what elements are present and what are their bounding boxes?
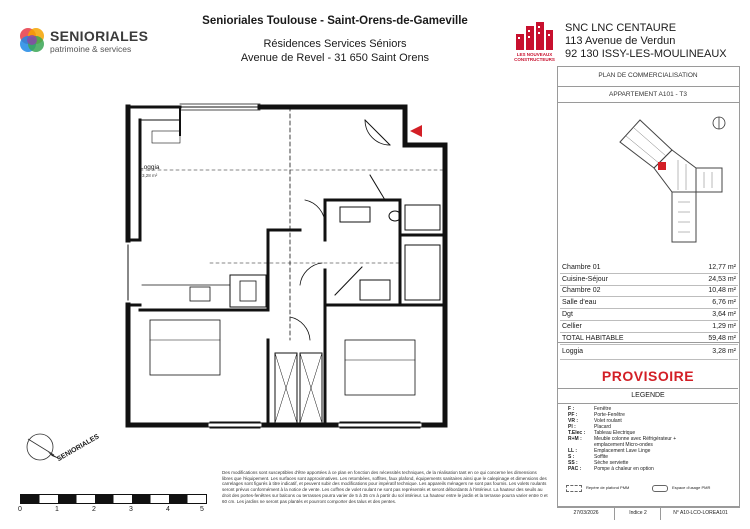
footer-date: 27/03/2026 [573,510,599,516]
brand-logo-icon [18,26,46,54]
legend-code: R+M : [568,436,582,442]
orientation-compass [20,425,101,485]
legend-desc: Porte-Fenêtre [594,412,625,418]
disclaimer-text: Des modifications sont susceptibles d'être apportées à ce plan en fonction des nécessités techniques, de la réalisation tant en ce qui concerne les dimensions libres que l'équipement. Les surfaces sont approximatives. Les retombées, soffites, faux plafond, équipements sanitaires ainsi que le calepinage et dimensions des carrelages sont figurés à titre indicatif, et peuvent subir des modifications pour impératif technique. Les appareils ménagers ne sont pas fournis. Les volets roulants seront prévus conformément à la notice de vente. Les coffres de volet roulant ne sont pas représentés et seront débordants à l'intérieur. La hauteur des seuils au droit des portes-fenêtres sur balcons ou terrasses pourra varier de 5 à 35 cm à partir du sol intérieur. La hauteur entre le jardin et la terrasse pourra varier entre 0 et 60 cm. Les jardins ne seront pas plantés et pourront comporter des talus et des pentes. [222,470,548,504]
residence-address: Avenue de Revel - 31 650 Saint Orens [240,52,430,64]
table-row [560,309,738,321]
brand-name: SENIORIALES [50,28,149,44]
table-row [560,285,738,297]
room-area: 3,64 m² [680,309,738,321]
legend-code: F : [568,406,575,412]
total-area: 59,48 m² [680,332,738,344]
scale-tick: 5 [200,506,204,513]
orientation-label: SENIORIALES [56,433,101,464]
legend-code: T.Elec : [568,430,586,436]
legend-code: PF : [568,412,578,418]
room-area: 6,76 m² [680,297,738,309]
scale-tick: 0 [18,506,22,513]
plan-type-label: PLAN DE COMMERCIALISATION [598,72,698,79]
legend-desc: Volet roulant [594,418,622,424]
legend-desc: Sèche serviette [594,460,629,466]
building-key-plan [600,112,740,252]
owner-name: SNC LNC CENTAURE [565,22,677,34]
footer-index: Indice 2 [614,506,661,520]
legend-code: LL : [568,448,578,454]
floor-plan [100,95,480,440]
loggia-plan-label: Loggia [140,164,160,171]
seniориales-logo [18,26,148,56]
loggia-row [560,348,738,360]
legend-desc: Pompe à chaleur en option [594,466,654,472]
owner-address-2: 92 130 ISSY-LES-MOULINEAUX [565,48,727,60]
entrance-marker-icon [410,125,422,137]
scale-bar [20,494,207,504]
legend-code: VR : [568,418,578,424]
room-name: Cellier [560,320,680,332]
room-name: Dgt [560,309,680,321]
legend-desc: Meuble colonne avec Réfrigérateur + emplacement Micro-ondes [594,436,677,448]
pmr-marker-icon [652,485,668,492]
residence-type: Résidences Services Séniors [263,38,407,50]
legend-sample-label: Espace d'usage PMR [672,485,711,490]
total-label: TOTAL HABITABLE [560,332,680,344]
divider [558,342,739,343]
legend-sample-label: Repère de plafond PMM [586,485,630,490]
room-name: Salle d'eau [560,297,680,309]
legend-title: LEGENDE [558,388,738,404]
loggia-plan-area: 3,28 m² [142,173,158,178]
legend-code: PAC : [568,466,582,472]
legend-desc: Emplacement Lave Linge [594,448,651,454]
legend-code: SS : [568,460,578,466]
ceiling-marker-icon [566,485,582,492]
room-name: Cuisine-Séjour [560,273,680,285]
legend-item [568,449,650,455]
divider [558,86,739,87]
room-area: 1,29 m² [680,320,738,332]
room-area: 12,77 m² [680,262,738,273]
status-label: PROVISOIRE [601,368,695,384]
table-row [560,320,738,332]
legend-desc: Soffite [594,454,609,460]
room-name: Chambre 02 [560,285,680,297]
room-area: 24,53 m² [680,273,738,285]
loggia-label: Loggia [562,348,584,355]
scale-tick: 3 [129,506,133,513]
table-row [560,297,738,309]
compass-north-icon [712,116,726,130]
room-name: Chambre 01 [560,262,680,273]
table-row [560,262,738,273]
room-area: 10,48 m² [680,285,738,297]
compass-arrow-icon [20,425,90,485]
legend-item [568,467,654,473]
residence-title: Senioriales Toulouse - Saint-Orens-de-Gameville [202,15,468,27]
table-row [560,273,738,285]
loggia-area: 3,28 m² [712,348,736,355]
legend-desc: Tableau Electrique [594,430,636,436]
constructor-logo-text: LES NOUVEAUX CONSTRUCTEURS [514,52,555,62]
divider [558,102,739,103]
scale-tick: 2 [92,506,96,513]
scale-tick: 4 [166,506,170,513]
legend-code: Pl : [568,424,576,430]
owner-address-1: 113 Avenue de Verdun [565,35,676,47]
constructor-logo [512,20,557,65]
legend-item [568,437,704,448]
constructor-logo-icon [512,20,557,52]
legend-code: S : [568,454,575,460]
brand-tagline: patrimoine & services [50,44,132,54]
legend-desc: Placard [594,424,611,430]
key-plan-compass [712,116,726,130]
scale-tick: 1 [55,506,59,513]
legend-desc: Fenêtre [594,406,612,412]
footer-ref: N° A10-LCO-LOREA101 [660,506,740,520]
apartment-label: APPARTEMENT A101 - T3 [609,91,687,98]
surfaces-table [560,262,738,345]
